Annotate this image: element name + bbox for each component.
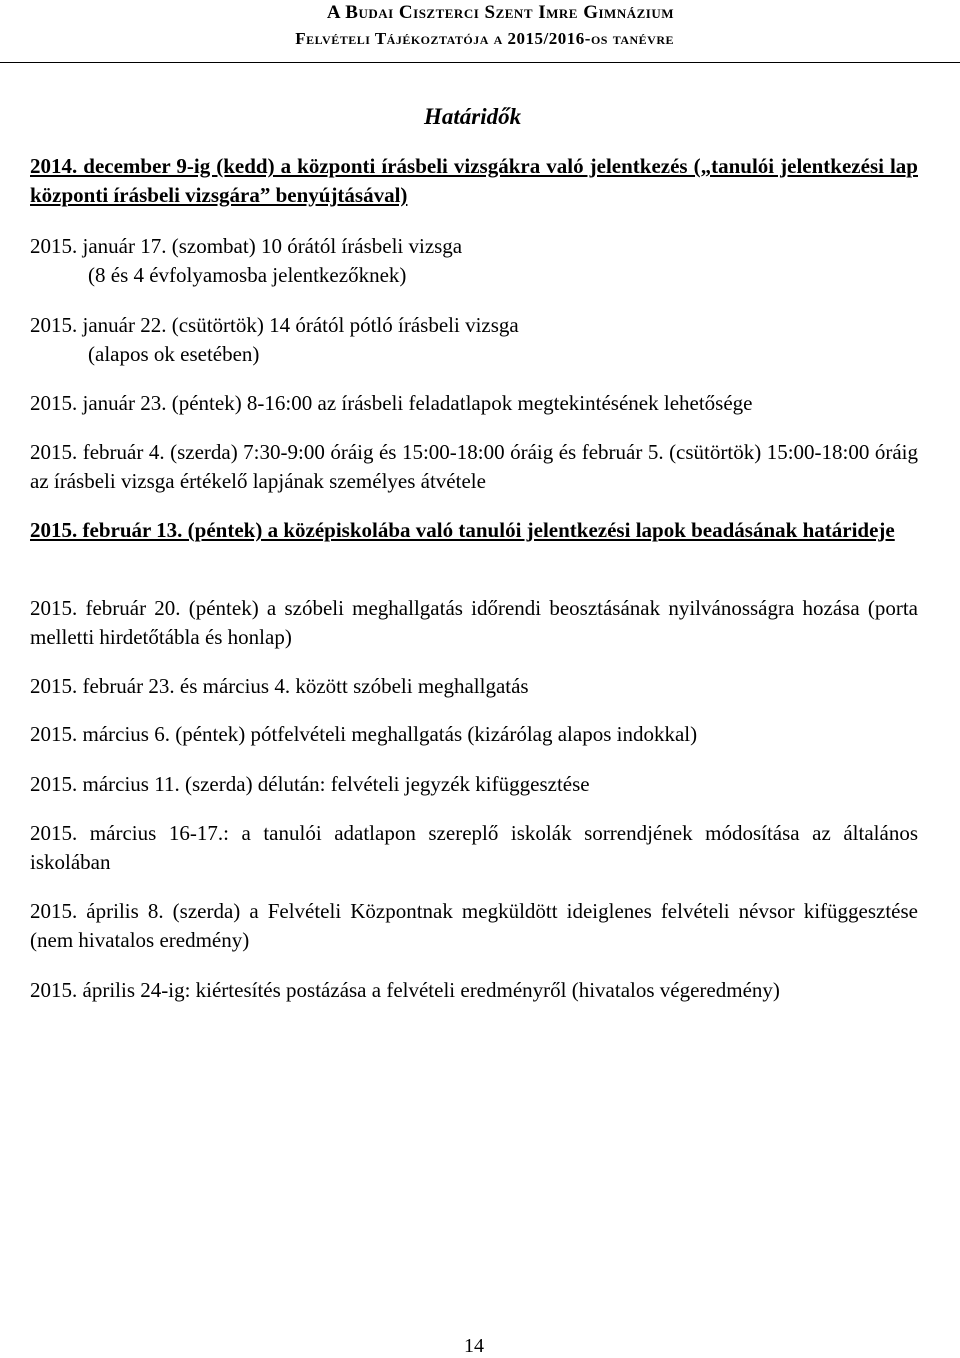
deadline-entry-makeup-interview: 2015. március 6. (péntek) pótfelvételi meghallgatás (kizárólag alapos indokkal) — [30, 722, 698, 746]
deadline-entry-application-deadline: 2015. február 13. (péntek) a középiskolába való tanulói jelentkezési lapok beadásának határideje — [30, 518, 895, 542]
deadline-entry-line: 2015. január 22. (csütörtök) 14 órától pótló írásbeli vizsga — [30, 313, 519, 337]
deadline-entry-oral-interview: 2015. február 23. és március 4. között szóbeli meghallgatás — [30, 674, 529, 698]
deadline-entry-provisional-list: 2015. április 8. (szerda) a Felvételi Központnak megküldött ideiglenes felvételi névsor kifüggesztése (nem hivatalos eredmény) — [30, 899, 918, 952]
deadline-entry-written-exam-registration: 2014. december 9-ig (kedd) a központi írásbeli vizsgákra való jelentkezés („tanulói jelentkezési lap központi írásbeli vizsgára” benyújtásával) — [30, 154, 918, 207]
deadline-entry-note: (alapos ok esetében) — [88, 342, 260, 366]
header-divider — [0, 62, 960, 63]
school-name: A Budai Ciszterci Szent Imre Gimnázium — [326, 2, 674, 23]
deadline-entry-makeup-exam — [30, 311, 918, 369]
deadline-entry-review: 2015. január 23. (péntek) 8-16:00 az írásbeli feladatlapok megtekintésének lehetősége — [30, 391, 753, 415]
deadline-entry-evaluation-pickup: 2015. február 4. (szerda) 7:30-9:00 óráig és 15:00-18:00 óráig és február 5. (csütörtök) 15:00-18:00 óráig az írásbeli vizsga értékelő lapjának személyes átvétele — [30, 440, 918, 493]
document-subtitle: Felvételi Tájékoztatója a 2015/2016-os tanévre — [295, 29, 674, 48]
page-number: 14 — [464, 1335, 484, 1357]
deadline-entry-admission-list: 2015. március 11. (szerda) délután: felvételi jegyzék kifüggesztése — [30, 772, 590, 796]
document-header — [295, 0, 674, 50]
section-title: Határidők — [424, 104, 522, 129]
deadline-entry-line: 2015. január 17. (szombat) 10 órától írásbeli vizsga — [30, 234, 463, 258]
deadline-entry-result-notification: 2015. április 24-ig: kiértesítés postázása a felvételi eredményről (hivatalos végeredmény) — [30, 978, 780, 1002]
deadline-entry-oral-schedule: 2015. február 20. (péntek) a szóbeli meghallgatás időrendi beosztásának nyilvánosságra hozása (porta melletti hirdetőtábla és honlap) — [30, 596, 918, 649]
deadline-entry-order-modification: 2015. március 16-17.: a tanulói adatlapon szereplő iskolák sorrendjének módosítása az általános iskolában — [30, 821, 918, 874]
deadline-entry-written-exam — [30, 232, 918, 290]
deadline-entry-note: (8 és 4 évfolyamosba jelentkezőknek) — [88, 263, 407, 287]
